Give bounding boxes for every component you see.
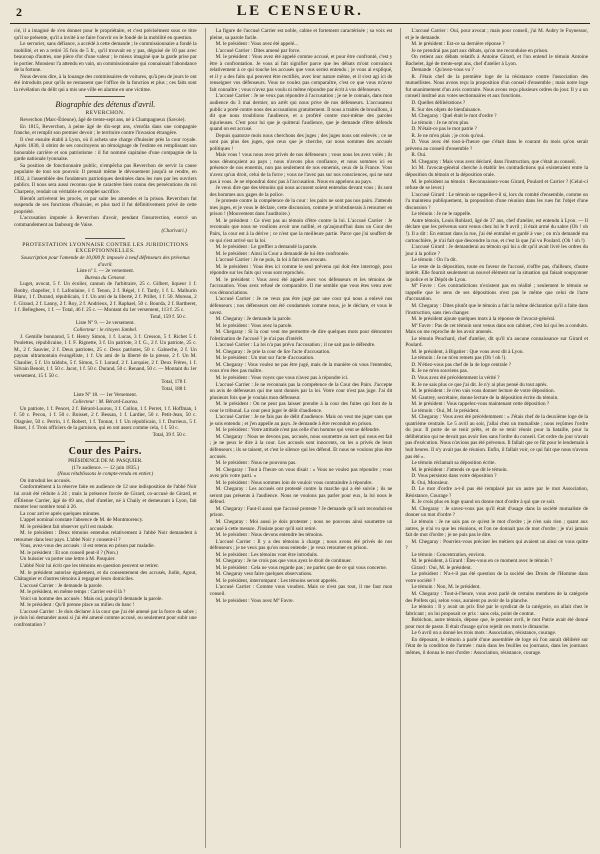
paragraph: Je ne prendrai pas part aux débats, qu'on me reconduise en prison. — [411, 47, 549, 54]
paragraph: M. Chegaray : Pourriez-vous préciser les métiers qui avaient un ainsi on vous quitte ? — [405, 538, 589, 552]
paragraph: L'accusé Carrier : Je ne fais pas de délit d'audience. Mais on veut me juger sans que je sois entendu ; et j'en appelle au pays. Je demande à être reconduit en prison. — [209, 414, 393, 427]
paragraph: M. le président : Le greffier a demandé la parole. — [215, 244, 318, 251]
paragraph: Bobichon, autre témoin, dépose que, le premier avril, le mot Patrie avait été donné pour mot de passe. Il était d'usage qu'on rejetât ces mots le dimanche. — [405, 617, 589, 630]
paragraph: R. Je ne m'en plais ; je crois qu'oui. — [411, 132, 485, 139]
paragraph: Le témoin : Concentration, environ. — [411, 551, 486, 558]
paragraph: Le témoin : Je ne le rappelle. — [411, 211, 472, 218]
paragraph: M. Chegaray : Je prie la cour de lire l'acte d'accusation. — [215, 348, 331, 355]
paragraph: M. le président : Vous êtes ici comme le seul prévenu qui doit être interrogé, pour répondre sur les faits qui vous sont reprochés. — [209, 263, 393, 277]
paragraph: M. le président : Vous avez la parole. — [215, 322, 293, 329]
paragraph: D. Vous persistez dans votre déposition ? — [411, 473, 497, 480]
paragraph: D. Vous avez été tout-à-l'heure que c'était dans le courant du mois qu'on serait prévenu au conseil d'ensemble ? — [405, 139, 589, 152]
paragraph: M. Chegaray : Tout à l'heure on vous disait : « Vous ne voulez pas répondre ; vous avez pris votre parti. » — [209, 466, 393, 480]
paragraph: M. le président autorise également, et du consentement des accusés, Judin, Agout, Châtagnier et d'autres témoins à regagner leurs domiciles. — [14, 569, 197, 583]
paragraph: M. le président : Deux témoins entendus relativement à l'abbé Noir demandent à retourner dans leur pays. L'abbé Noir y consent-il ? — [14, 530, 197, 543]
paragraph: M. Chegaray : Nous ne devons pas, accusés, nous soumettre au sort qui nous est fait ; je ne peux le dire à la cour. Les accusés sont innocents, on les a privés de leurs défenseurs ; ils se taisent, et c'est le silence qui les défend. Et nous ne voulons plus être accusés. — [209, 433, 393, 460]
paragraph: M. le président, interrompant : Les témoins seront appelés. — [215, 577, 338, 584]
paragraph: D. Vous avez été précédemment la vérité ? — [411, 374, 500, 381]
paragraph: M. Chegaray : Faut-il aussi que l'accusé proteste ? Je demande qu'il soit reconduit en prison. — [209, 505, 393, 519]
cour-session: (17e audience. — 12 juin 1835.) — [71, 464, 139, 471]
divider — [85, 441, 125, 442]
paragraph: L'accusé Carrier : Comme vous voudrez. Mais ce n'est pas tout, il me faut mon conseil. — [209, 584, 393, 598]
paragraph: M. le président : On ne peut pas laisser prendre à la cour des fuites qui font de la cour le tribunal. La cour peut juger le délit d'audience. — [209, 401, 393, 414]
list-heading: Liste nº 1. — 2e versement. — [76, 268, 135, 275]
column-1 — [14, 28, 197, 848]
paragraph: M. le président : Vous avez été appelé... — [215, 41, 299, 48]
list-total: Total, 159 f. 50 c. — [150, 313, 187, 320]
divider — [85, 238, 125, 239]
paragraph: M. le président : Est-ce sa dernière réponse ? — [411, 41, 505, 48]
list-total: Total, 178 f. — [161, 379, 187, 386]
divider — [85, 96, 125, 97]
paragraph: J. Gemille bonnarod, 5 f. Henry Simon, 1 f. Lucas, 3 f. Cresson, 5 f. Richet 5 f. Poulettes, républicaine, 1 f. F. Rignette, 3 f. Un patriote, 3 f. G., 2 f. Un patriote, 25 c. M., 2 f. Sauvier, 2 f. Deux patriotes, 25 c. Deux patriotes, 50 c. Galneche, 2 f. Un paysan ultramontain évangéliste, 1 f. Un ami de la liberté de la presse, 2 f. Un M. Chaulier, 5 f. Un taïdobs, 5 f. Simon, 5 f. Lorauf, 2 f. Lorquier, 2 f. Deux Frères, 1 f. Silvain Benoit, 1 f. 50 c. Jacot, 1 f. 50 c. Durand, 50 c. Renand, 50 c. — Montant du 1er versement, 15 f. 50 c. — [14, 333, 197, 379]
paragraph: Autre témoin, Louis Roblard, âgé de 37 ans, chef d'atelier, est entendu à Lyon. — Il déclare que les prévenus sont venus chez lui le 9 avril ; il était armé du sabre (Oh ! oh !). Il a dit : En entrant dans la rue, j'ai été entraîné et gardé à vue ; on m'a demandé ma cartouchière, je n'ai fait que descendre la rue, et c'est là que j'ai vu Poulard. (Oh ! oh !) — [405, 217, 589, 244]
paragraph: L'accusé Carrier : Il y a des témoins à charge ; nous avons été privés de nos défenseurs ; je ne veux pas qu'on nous entende ; je veux retourner en prison. — [209, 538, 393, 552]
paragraph: M. le président, en même temps : Carrier est-il là ? — [20, 589, 126, 596]
paragraph: R. Je ne sais plus ce que j'ai dit. Je n'y ai plus pensé du tout après. — [411, 381, 548, 388]
paragraph: M. le président : Nous sommes loin de vouloir vous contraindre à répondre. — [215, 479, 373, 486]
paragraph: Il s'est ensuite établi à Lyon, où il acheta une charge d'huissier près la cour royale. Après 1830, il obtint de ses concitoyens un témoignage de l'estime en remplissant son honorable carrière et son patriotisme : il fut nommé capitaine d'une compagnie de la garde nationale lyonnaise. — [14, 136, 197, 163]
paragraph: On introduit les accusés. — [20, 477, 71, 484]
paragraph: M. le président : Qu'il prenne place au milieu du banc ! — [20, 602, 135, 609]
paragraph: M. le président : Un mot sur l'acte d'accusation. — [215, 355, 315, 362]
paragraph: Un patriote, 1 f. Pencet, 2 f. Bérard-Lourou, 3 f. Collon, 1 f. Perret, 1 f. Hoffman, 1 f. 50 c. Pecou, 1 f. 50 c. Boisset, 2 f. Bessan, 1 f. Lardier, 50 c. Petit-Jean, 50 c. Olagnier, 50 c. Perrin, 1 f. Robert, 1 f. Tonnat, 1 f. Un républicain, 1 f. Durrieux, 5 f. Roset, 1 f. Trois officiers de la garnison, qui en ont assez comme cela, 1 f. 50 c. — [14, 405, 197, 432]
paragraph: Conformément à la réserve faite en audience de 12 une indisposition de l'abbé Noir lui avait été réduite à 24 ; mais la présence forcée de Girard, co-accusé de Girard, et d'Étienne Carrier, âgé de 69 ans, chef d'atelier, né à Chaily et demeurant à Lyon, fait monter leur nombre total à 26. — [14, 484, 197, 511]
paragraph: M. le président : Vous voyez que vous n'avez pas à répondre ici. — [215, 374, 349, 381]
paragraph: M. le président, à Girard : Êtes-vous en ce moment avec le témoin ? — [411, 558, 553, 565]
header-rule — [10, 23, 590, 24]
paragraph: L'accusé Carrier : La loi n'a pas prévu l'accusation ; il ne sait pas le défendre. — [215, 342, 376, 349]
paragraph: Depuis quatorze mois nous cherchons des juges ; des juges nous ont enlevés ; ce ne sont pas plus des juges, que ceux que je cherche, car nous sommes des accusés politiques ! — [209, 132, 393, 152]
paragraph: Un huissier va porter une lettre à M. Pasquier. — [20, 556, 116, 563]
paragraph: Mº Favre : Pas de cet témoin sont venus dans son cabinet, c'est lui qui les a conduits. Mais on me reproche de les avoir amenés. — [405, 322, 589, 336]
paragraph: M. Chegaray : Si la cour veut me permettre de dire quelques mots pour démontrer l'obstination de l'accusé ? je n'ai pas d'intérêt. — [209, 329, 393, 342]
paragraph: M. Chegaray : Les accusés ont protesté contre la marche qui a été suivie ; ils ne seront pas présents à l'audience. Nous ne voulons pas parler pour eux, la loi nous le défend. — [209, 486, 393, 506]
paragraph: Le témoin réclamait sa déposition écrite. — [411, 460, 496, 467]
paragraph: M. le président : Je n'en vais vous donner lecture de votre déposition. — [411, 388, 555, 395]
paragraph: Le témoin : Je ne sais pas ce qu'est le mot d'ordre ; je n'en sais rien ; quant aux autres, je n'ai vu que les réunions, et l'on ne donnait pas de mot d'ordre ; je n'ai jamais fait de mot d'ordre ; je ne puis pas le dire. — [405, 519, 589, 539]
cour-note: (Nous rétablissons le compte-rendu en entier.) — [57, 471, 154, 478]
paragraph: M. le président ajoute quelques mots à la réponse de l'avocat-général. — [411, 316, 556, 323]
paragraph: Mais vous ! vous nous avez privés de nos défenseurs ; vous nous les avez volés ; ils nous dénonçaient au pays ; nous n'avons plus confiance, et nous sommes ici en présence de nos ennemis, non pas seulement de nos ennemis, ceux de la France. Vous n'avez qu'un droit, celui de la force ; vous ne l'avez pas sur nos consciences, qui ne sont pas à vous. Je ne répondrai donc pas à l'accusation. Nous en appelons au pays. — [209, 152, 393, 185]
paragraph: M. le président : Ce n'est pas au témoin d'être contre la loi. L'accusé Carrier : Je reconnais que nous ne voulions avoir une nullité, et qu'aujourd'hui dans un Cour des Pairs, la cour est à la dérive ; ce n'est que la meilleure partie. Parce que j'ai souffert de ce qui s'est arrivé sur la loi. — [209, 217, 393, 244]
paragraph: Le serrurier, sans défiance, a accédé à cette demande ; le commissionnaire a fondé la mobilité, et en a retiré 35 fois de 5 fr., qu'il trouvait en y pas, déguisé de 10 pas avec beaucoup d'autres, une pièce d'or d'une valeur ; le mieux imaginé que la garde prise par le portier. Monsieur l'a attendu en vain, un commissionnaire qui connaissait l'abondance de la fortune. — [14, 41, 197, 74]
paragraph: L'accusé Carrier : Je ne veux pas répondre à l'accusation ; je ne le connais, dans mon audience du 3 mai dernier, un arrêt qui nous prive de nos défenseurs. L'accusateur public a porté contre nous des accusations gratuitement. Il nous a traités de brouillons, à dit que nous troublions l'audience, et a proféré contre moi-même des paroles injurieuses. C'est pour lui que je quitterai l'audience, que je demande d'être défendu quand on est accusé. — [209, 93, 393, 133]
article-columns — [14, 28, 588, 848]
paragraph: Le témoin : Il y avait un prix fixé par le syndicat de la catégorie, on allait chez le fabricant ; on lui proposait ce prix : sans cela, point de contrat. — [405, 604, 589, 617]
paragraph: M. le président : Vous avez été appelé avec vos défenseurs et les témoins de l'accusation. Vous avez refusé de comparaître. Il me semble que vous êtes venu avec vos dénonciations. — [209, 276, 393, 296]
cour-presidence: PRÉSIDENCE DE M. PASQUIER. — [68, 458, 143, 465]
cour-des-pairs-title: Cour des Pairs. — [68, 446, 142, 458]
paragraph: Mº Favre : Ces contradictions n'existent pas en réalité ; seulement le témoin se rappelle que le sens de ses dépositions n'est pas le même que celui de l'acte d'accusation. — [405, 283, 589, 303]
column-2 — [205, 28, 393, 848]
paragraph: M. Chegaray : Tout-à-l'heure, vous avez parlé de certains membres de la catégorie des Préfets qui, selon vous, auraient pu avoir de la planche. — [405, 591, 589, 604]
paragraph: M. le président : Nous ne pouvons pas. — [215, 460, 297, 467]
paragraph: Le témoin : On l'a dit. — [411, 257, 457, 264]
list-total: Total, 188 f. — [161, 385, 187, 392]
list-collector: Collecteur : M. Bérard-Lourou. — [72, 398, 139, 405]
bio-signature: (Charivari.) — [161, 228, 187, 235]
paragraph: M. le président, à Bigatier : Que vous avez dit à Lyon. — [411, 348, 524, 355]
paragraph: M. le président : Votre attitude n'est pas celle d'un homme qui veut se défendre. — [215, 427, 381, 434]
paragraph: R. Je crois plus en loge quand on donne mot d'ordre à qui que ce soit. — [411, 499, 556, 506]
paragraph: Le témoin : Oui, M. le président. — [411, 407, 480, 414]
paragraph: Sa position de fonctionnaire public, n'empêcha pas Reverchon de servir la cause populaire de tout son pouvoir. Il prenait même le dévouement jusqu'à se rendre, en 1832, à l'assemblée des fondateurs patriotiques destinées dans les rues par les ouvriers publics. Il nous sera aussi reconnu que le caractère bien connu des persécutions du roi Charpeny, rendait un véritable et complet sacrifice. — [14, 162, 197, 196]
journal-title: LE CENSEUR. — [236, 3, 364, 19]
protest-subtitle: Souscription pour l'amende de 10,000 fr. imposée à neuf défenseurs des prévenus d'avril. — [21, 254, 190, 268]
paragraph: La figure de l'accusé Carrier est noble, calme et fortement caractérisée ; sa voix est pleine, sa parole facile. — [209, 28, 393, 41]
paragraph: Le témoin : Je ne m'en plus. — [411, 119, 470, 126]
list-heading: Liste Nº 18. — 1er Versement. — [73, 392, 138, 399]
paragraph: cié, il a imaginé de s'en donner pour le propriétaire, et c'est précisément sous ce titre qu'il se présente, qu'il a invité à se faire l'ouvrir en le fondé de la mobilité en question. — [14, 28, 197, 41]
paragraph: M. Chegaray : Je demande la parole. — [215, 316, 292, 323]
paragraph: La cour arrive après quelques minutes. — [20, 510, 101, 517]
paragraph: Vous, avez-vous des accusés : il est retenu en prison par maladie. — [20, 543, 155, 550]
paragraph: L'appel nominal constate l'absence de M. de Montmorency. — [20, 517, 144, 524]
list-bureau: Bureau du Censeur. — [84, 274, 126, 281]
paragraph: Le reste de la déposition, toute en faveur de l'accusé, n'offre pas, d'ailleurs, d'autre intérêt. Elle fournit seulement un nouvel élément sur la situation qui faisait soupçonner la police et le Dépôt de Lyon. — [405, 263, 589, 283]
paragraph: M. Chegaray : Je savez-vous pas qu'il était d'usage dans la société mutualiste de donner un mot d'ordre ? — [405, 505, 589, 519]
paragraph: L'accusé Girard : Je demanderai au témoin qui lui a dit qu'il avait livré les ordres du jour à la police ? — [405, 244, 589, 257]
paragraph: Le témoin : Je ne m'en remets pas (Oh ! oh !). — [411, 355, 507, 362]
page-number: 2 — [16, 5, 22, 19]
list-collector: Collecteur : le citoyen Jambel. — [73, 326, 138, 333]
paragraph: D. Quelles délibérations ? — [411, 100, 466, 107]
paragraph: M. le président : Nous devons entendre les témoins. — [215, 532, 324, 539]
paragraph: M. Chegaray : Vous avez été précédemment : « J'étais chef de la deuxième loge de la quatrième centrale. Le 5 avril au soir, j'allai chez un mutualiste ; nous reçûmes l'ordre du jour. Il porte de se tenir prêts, et de se tenir réunis pour la bataille, pour la délibération qui ne devait pas avoir lieu sans l'ordre du conseil. Cet ordre du jour n'avait pas d'exécution. Nous n'avions pas été prévenus. Il fallait que ce fût pour le lendemain à huit heures. Il n'y avait pas de réunion. Enfin, il fallait voir, ce qui fait que nous n'avons pas été ». — [405, 414, 589, 460]
paragraph: Le président : N'a-t-il pas été question de la société des Droits de l'Homme dans votre société ? — [405, 571, 589, 584]
paragraph: M. le président : Cela ne vous regarde pas ; ne parlez que de ce qui vous concerne. — [215, 564, 387, 571]
paragraph: L'accusé Carrier : Dites amené par force. — [215, 47, 301, 54]
paragraph: M. le président : Vous rappelez-vous maintenant cette déposition ? — [411, 401, 550, 408]
paragraph: M. Gautrey, secrétaire, donne lecture de la déposition écrite du témoin. — [411, 394, 559, 401]
paragraph: M. Chegaray : Je ne crois pas que vous ayez le droit de continuer. — [215, 558, 352, 565]
paragraph: M. le président : Les témoins vont être introduits. — [215, 551, 319, 558]
bio-name: REVERCHON. — [85, 110, 126, 117]
paragraph: L'accusé Carrier : Je ne puis, la loi à fait mes avocats. — [215, 257, 327, 264]
paragraph: Le témoin : Non, M. le président. — [411, 584, 481, 591]
paragraph: D. N'était-ce pas le mot patrie ? — [411, 126, 477, 133]
paragraph: M. le président : Ainsi la Cour a demandé de lui être confrontée. — [215, 250, 350, 257]
paragraph: M. Chegaray : Dites plutôt que le témoin a fait la même déclaration qu'il a faite dans l'instruction, sans rien changer. — [405, 302, 589, 316]
paragraph: R. Oui. — [411, 152, 427, 159]
paragraph: M. Chegaray veut faire quelques observations. — [215, 571, 313, 578]
paragraph: R. Je ne m'en souviens pas. — [411, 368, 469, 375]
paragraph: M. Chegaray : Vous voulez ne pas être jugé, mais de la manière où vous l'entendez, vous n'en êtes pas maître. — [209, 361, 393, 375]
paragraph: L'accusé Carrier : Oui, pour avocat ; mais pour conseil, j'ai M. Aubry le Fuynessor, et je le demande. — [405, 28, 589, 41]
paragraph: Reverchon (Marc-Étienne), âgé de trente-sept ans, né à Champagneux (Savoie). — [20, 117, 186, 124]
paragraph: Je proteste contre la compétence de la cour : les pairs ne sont pas nos pairs. J'attends mes juges, et je vous le déclare, cette discussion, comme je m'obstinerais à retourner en prison ! (Mouvement dans l'auditoire.) — [209, 198, 393, 218]
list-total: Total, 39 f. 50 c. — [152, 431, 187, 438]
paragraph: M. le président : Vous avez été appelé comme accusé, et pour être confronté, c'est y être à confrontation. Je vous ai fait signifier parce que les débats m'ont convaincu relativement à ce qui touche les accusés que vous seriez entendu ; je vous ai expliqué, et il y a des faits qui peuvent être rectifiés, avec leur nature même, et il s'est agi ici de renseigner vos défenseurs. Vous ne voulez pas comparaître, c'est ce que vous m'avez fait connaître ; vous n'avez pas voulu ni même répondre par écrit à vos défenseurs. — [209, 54, 393, 93]
paragraph: On retient aux débats relatifs à Antoine Girard, et l'on entend le témoin Antoine Bachelet, âgé de trente-sept ans, chef d'atelier à Lyon. — [405, 54, 589, 67]
paragraph: Demande : Qu'avez-vous vu ? — [411, 67, 474, 74]
paragraph: M. le président : J'attends ce que dit le témoin. — [411, 466, 508, 473]
paragraph: D. Le mot d'ordre a-t-il pas été remplacé par un autre par le mot Association, Résistance, Courage ? — [405, 486, 589, 499]
paragraph: En déposant, le témoin a parlé d'une assemblée de loge où l'on aurait délibéré sur l'état de la condition de l'armée : mais dans les feuilles ou journaux, dans les journaux mêmes, il donna le mot d'ordre : Association, résistance, courage. — [405, 636, 589, 656]
paragraph: En 1815, Reverchon, à peine âgé de dix-sept ans, s'enrôla dans une compagnie franche, et remplit son premier devoir ; le territoire contre l'invasion étrangère. — [14, 123, 197, 137]
paragraph: R. Oui, Monsieur. — [411, 479, 449, 486]
paragraph: L'accusé Carrier : Je dois déclarer à la cour que j'ai été amené par la force du sabre ; je dois lui demander aussi si j'ai été amené comme accusé, ou seulement pour subir une confrontation ? — [14, 608, 197, 628]
paragraph: L'accusé Carrier : Je ne veux pas être jugé par une cour qui nous a enlevé nos défenseurs ; nos défenseurs ont été condamnés comme nous, je le déclare, et vous le savez. — [209, 296, 393, 316]
paragraph: Girard : Oui, M. le président. — [411, 564, 472, 571]
paragraph: L'abbé Noir lui écrit que les témoins en question peuvent se retirer. — [20, 563, 159, 570]
page-header — [8, 2, 592, 24]
paragraph: Le témoin Peuchard, chef d'atelier, dit qu'il n'a aucune connaissance sur Girard et Poulard. — [405, 335, 589, 349]
column-3 — [400, 28, 588, 848]
paragraph: Je veux dire que des témoins qui nous accusent soient entendus devant vous ; ils sont des hommes aux gages de la police. — [209, 185, 393, 198]
paragraph: R. J'étais chef de la première loge de la résistance contre l'association des mutuellistes. Nous avons reçu la proposition d'un conseil d'ensemble ; mais notre loge fut unanimement d'un avis contraire. Nous avons reçu plusieurs ordres du jour. Il y a un conseil institué aux votes sectionnaires et aux fonctions. — [405, 73, 589, 100]
protest-title: PROTESTATION LYONNAISE CONTRE LES JURIDICTIONS EXCEPTIONNELLES. — [22, 241, 189, 255]
paragraph: Bientôt arrivèrent les procès, et par suite les amendes et la prison. Reverchon fut suspendu de ses fonctions d'huissier, et plus tard il fut définitivement privé de cette propriété. — [14, 195, 197, 215]
paragraph: R. Sur des objets de bienfaisance. — [411, 106, 482, 113]
paragraph: Le 6 avril on a donné les trois mots : Association, résistance, courage. — [411, 630, 557, 637]
paragraph: M. Chegaray : Moi aussi je dois protester ; nous ne pouvons ainsi soumettre un accusé à cette mesure. J'insiste pour qu'il soit retiré. — [209, 519, 393, 532]
paragraph: M. le président au témoin : Reconnaissez-vous Girard, Poulard et Carrier ? (Celui-ci refuse de se lever.) — [405, 178, 589, 192]
paragraph: M. Chegaray : Mais vous avez déclaré, dans l'instruction, que c'était au conseil. — [411, 158, 576, 165]
paragraph: Ici M. l'avocat-général cherche à établir les contradictions qui existeraient entre la déposition du témoin et la déposition orale. — [405, 165, 589, 179]
paragraph: M. le président : Vous avez Mº Favre. — [215, 597, 294, 604]
list-heading: Liste Nº 9. — 2e versement. — [75, 320, 135, 327]
paragraph: M. Chegaray : Quel était le mot d'ordre ? — [411, 113, 497, 120]
paragraph: M. le président : Et son conseil peut-il ? (Non.) — [20, 549, 118, 556]
paragraph: Luget, avocat, 5 f. Un écolier, cannon de l'arbitraire, 25 c. Gilbert, liqueur 1 f. Bonby, chapelier, 1 f. Lafonlaine, 1 f. Tenon, 2 f. Régel, 1 f. Tardy, 1 f. L. Malhurin Blanc, 1 f. Durand, républicain, 1 f. Un ami de la liberté, 2 f. Prillet, 1 f. 50. Moreau, 2 f. Giraud, 2 f. Lanny, 2 f. Roy, 2 f. Andrieux, 2 f. Raphael, 50 c. Bourda, 2 f. Bartheret, 1 f. Bellegbees, 1 f. — Total, 46 f. 25 c. — Montant du 1er versement, 113 f. 25 c. — [14, 281, 197, 314]
paragraph: L'accusé Carrier : Je demande la parole. — [20, 582, 103, 589]
paragraph: Voici un homme des accusés : Mais oui, puisqu'il demande la parole. — [20, 595, 163, 602]
paragraph: D. N'étiez-vous pas chef de la 4e loge centrale ? — [411, 361, 512, 368]
paragraph: L'accusation imputée à Reverchon d'avoir, pendant l'insurrection, exercé un commandement au faubourg de Vaise. — [14, 215, 197, 228]
paragraph: Nous devons dire, à la louange des commissaires de voitures, qu'à peu de jours le ont été introduits pour qu'ils ne restassent que l'office de la fonction et plus ; ces faits sont la révélation du délit qui a mis une ville en alarme en une victime. — [14, 73, 197, 93]
paragraph: L'accusé Girard : Le témoin se rappelle-t-il si, lors du comité d'ensemble, comme on l'a maintenu publiquement, la proposition d'une réunion dans les rues fut l'objet d'une discussion ? — [405, 191, 589, 211]
paragraph: M. le président fait observer qu'il est malade. — [20, 523, 114, 530]
bio-title: Biographie des détenus d'avril. — [55, 100, 156, 110]
paragraph: L'accusé Carrier : Je ne reconnais pas la compétence de la Cour des Pairs. J'accepte un avis de défenseurs qui me sont donnés par la loi. Votre cour n'est pas juge. J'ai dit plusieurs fois que je voulais mon défenseur. — [209, 381, 393, 401]
